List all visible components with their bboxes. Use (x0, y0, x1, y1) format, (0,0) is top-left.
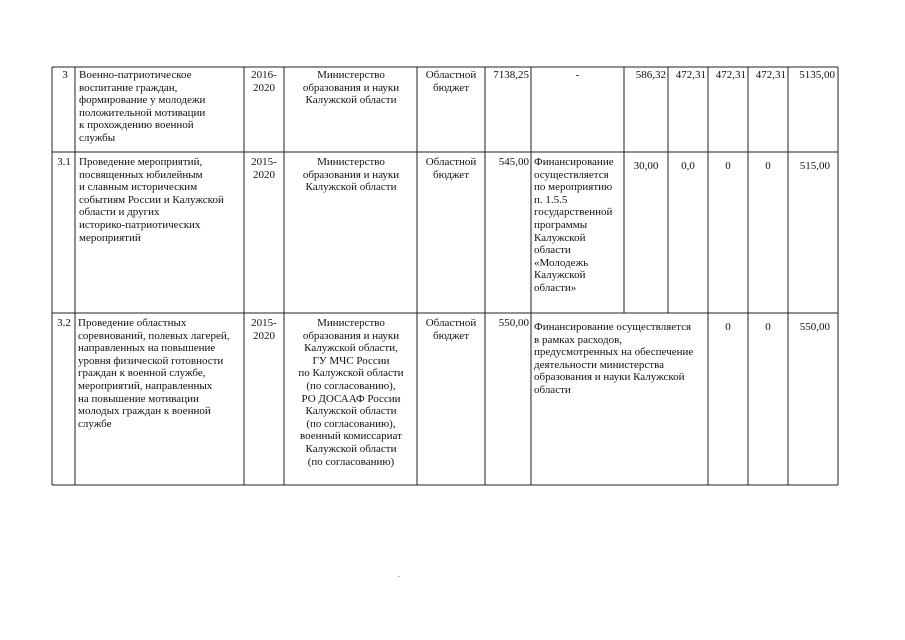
row-3-1-year-4: 0 (765, 160, 771, 172)
row-3-1-period: 2015- 2020 (251, 156, 277, 181)
row-3-2-executor: Министерство образования и науки Калужской области, ГУ МЧС России по Калужской области (по согласованию), РО ДОСААФ России Калужской области (по согласованию), военный комиссариат Калужской области (по согласованию) (298, 317, 404, 468)
row-3-executor: Министерство образования и науки Калужской области (302, 69, 400, 107)
row-3-2-year-5: 550,00 (799, 321, 830, 333)
row-3-2-note: Финансирование осуществляется в рамках расходов, предусмотренных на обеспечение деятельности министерства образования и науки Калужской области (534, 321, 694, 396)
row-3-year-2: 472,31 (675, 69, 706, 81)
row-3-2-source: Областной бюджет (425, 317, 477, 342)
row-3-1-number: 3.1 (57, 156, 71, 168)
row-3-2-year-3: 0 (725, 321, 731, 333)
row-3-2-number: 3.2 (57, 317, 71, 329)
row-3-total: 7138,25 (493, 69, 529, 81)
row-3-2-period: 2015- 2020 (251, 317, 277, 342)
row-3-1-source: Областной бюджет (425, 156, 477, 181)
row-3-2-year-4: 0 (765, 321, 771, 333)
row-3-2-total: 550,00 (498, 317, 529, 329)
scan-speck (398, 576, 400, 577)
row-3-1-year-2: 0,0 (681, 160, 695, 172)
row-3-source: Областной бюджет (425, 69, 477, 94)
row-3-number: 3 (62, 69, 68, 81)
row-3-1-year-1: 30,00 (633, 160, 659, 172)
row-3-2-name: Проведение областных соревнований, полевых лагерей, направленных на повышение уровня физической готовности граждан к военной службе, мероприятий, направленных на повышение мотивации молодых граждан к военной службе (78, 317, 230, 430)
row-3-1-year-5: 515,00 (799, 160, 830, 172)
row-3-1-total: 545,00 (498, 156, 529, 168)
row-3-year-3: 472,31 (715, 69, 746, 81)
row-3-1-executor: Министерство образования и науки Калужской области (302, 156, 400, 194)
row-3-period: 2016- 2020 (251, 69, 277, 94)
row-3-year-4: 472,31 (755, 69, 786, 81)
row-3-1-note: Финансирование осуществляется по мероприятию п. 1.5.5 государственной программы Калужской области «Молодежь Калужской области» (534, 156, 614, 294)
row-3-year-5: 5135,00 (799, 69, 835, 81)
row-3-1-name: Проведение мероприятий, посвященных юбилейным и славным историческим событиям России и Калужской области и других историко-патриотических мероприятий (79, 156, 224, 244)
row-3-1-year-3: 0 (725, 160, 731, 172)
row-3-year-1: 586,32 (635, 69, 666, 81)
row-3-note: - (575, 69, 580, 81)
row-3-name: Военно-патриотическое воспитание граждан, формирование у молодежи положительной мотивации к прохождению военной службы (79, 69, 206, 144)
